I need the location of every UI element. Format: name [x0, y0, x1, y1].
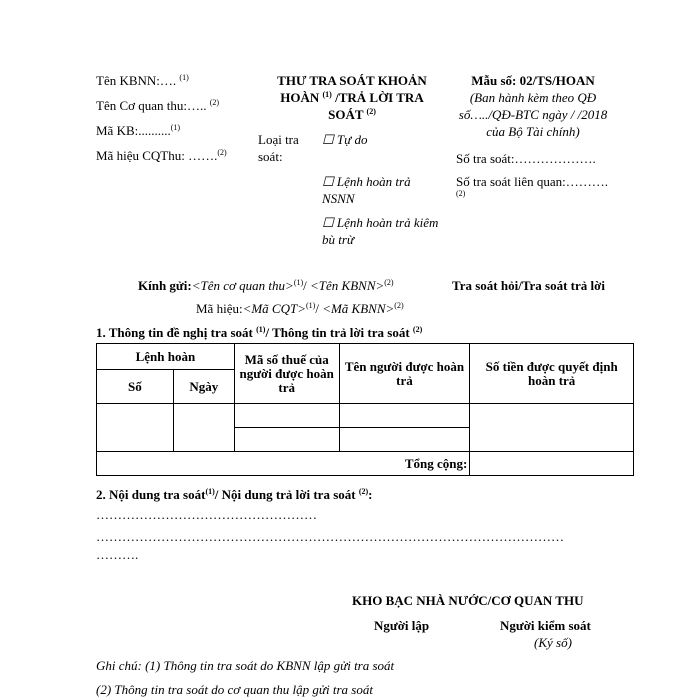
header-number: Số — [97, 370, 174, 404]
cell-number[interactable] — [97, 404, 174, 452]
review-content-line-2[interactable]: ……………………………………………………………………………………………… — [96, 529, 564, 544]
tax-agency-code-field: Mã hiệu CQThu: …….$^{(2)}$ — [96, 148, 227, 163]
total-label: Tổng cộng: — [97, 452, 470, 476]
kbnn-name-field: Tên KBNN:…. $^{(1)}$ — [96, 73, 189, 88]
signature-organization: KHO BẠC NHÀ NƯỚC/CƠ QUAN THU — [352, 593, 584, 608]
review-type-refund-offset-checkbox[interactable]: ☐ Lệnh hoàn trả kiêm bù trừ — [322, 215, 439, 247]
review-content-line-1[interactable]: …………………………………………… — [96, 507, 317, 522]
cell-date[interactable] — [173, 404, 234, 452]
review-type-refund-order-checkbox[interactable]: ☐ Lệnh hoàn trả NSNN — [322, 174, 411, 206]
cell-total[interactable] — [470, 452, 634, 476]
header-amount: Số tiền được quyết định hoàn trả — [470, 344, 634, 404]
review-type-free-checkbox[interactable]: ☐ Tự do — [322, 132, 368, 147]
recipient-line: Kính gửi:<Tên cơ quan thu>$^{(1)}$/ <Tên KBNN>$^{(2)}$ — [138, 278, 394, 293]
kb-code-field: Mã KB:..........$^{(1)}$ — [96, 123, 181, 138]
cell-tax-code-2[interactable] — [234, 428, 339, 452]
tax-agency-name-field: Tên Cơ quan thu:….. $^{(2)}$ — [96, 98, 220, 113]
section-2-heading: 2. Nội dung tra soát$^{(1)}$/ Nội dung trả lời tra soát $^{(2)}$: — [96, 487, 373, 502]
review-number-field: Số tra soát:………………. — [456, 151, 596, 166]
header-date: Ngày — [173, 370, 234, 404]
cell-amount[interactable] — [470, 404, 634, 452]
related-review-number-note: (2) — [456, 189, 466, 198]
footnote-1: Ghi chú: (1) Thông tin tra soát do KBNN lập gửi tra soát — [96, 658, 395, 673]
cell-tax-code[interactable] — [234, 404, 339, 428]
header-tax-code: Mã số thuế của người được hoàn trả — [234, 344, 339, 404]
review-direction-label: Tra soát hỏi/Tra soát trả lời — [452, 278, 605, 293]
header-recipient-name: Tên người được hoàn trả — [339, 344, 470, 404]
refund-info-table — [96, 343, 634, 476]
form-title: THƯ TRA SOÁT KHOẢN HOÀN $^{(1)}$ /TRẢ LỜI TRA SOÁT $^{(2)}$ — [277, 73, 427, 122]
form-number-block: Mẫu số: 02/TS/HOAN (Ban hành kèm theo QĐ số…../QĐ-BTC ngày / /2018 của Bộ Tài chính) — [458, 73, 608, 139]
signature-preparer: Người lập — [374, 618, 430, 633]
cell-recipient-name-2[interactable] — [339, 428, 470, 452]
section-1-heading: 1. Thông tin đề nghị tra soát $^{(1)}$/ Thông tin trả lời tra soát $^{(2)}$ — [96, 325, 423, 340]
related-review-number-field: Số tra soát liên quan:………. — [456, 174, 609, 189]
review-content-line-3[interactable]: ………. — [96, 547, 139, 562]
signature-controller: Người kiểm soát — [500, 618, 591, 633]
header-refund-order: Lệnh hoàn — [97, 344, 235, 370]
review-type-label: Loại tra soát: — [258, 132, 299, 164]
digital-signature-note: (Ký số) — [534, 635, 572, 650]
footnote-2: (2) Thông tin tra soát do cơ quan thu lập gửi tra soát — [96, 682, 373, 697]
code-line: Mã hiệu:<Mã CQT>$^{(1)}$/ <Mã KBNN>$^{(2)}$ — [196, 301, 404, 316]
cell-recipient-name[interactable] — [339, 404, 470, 428]
